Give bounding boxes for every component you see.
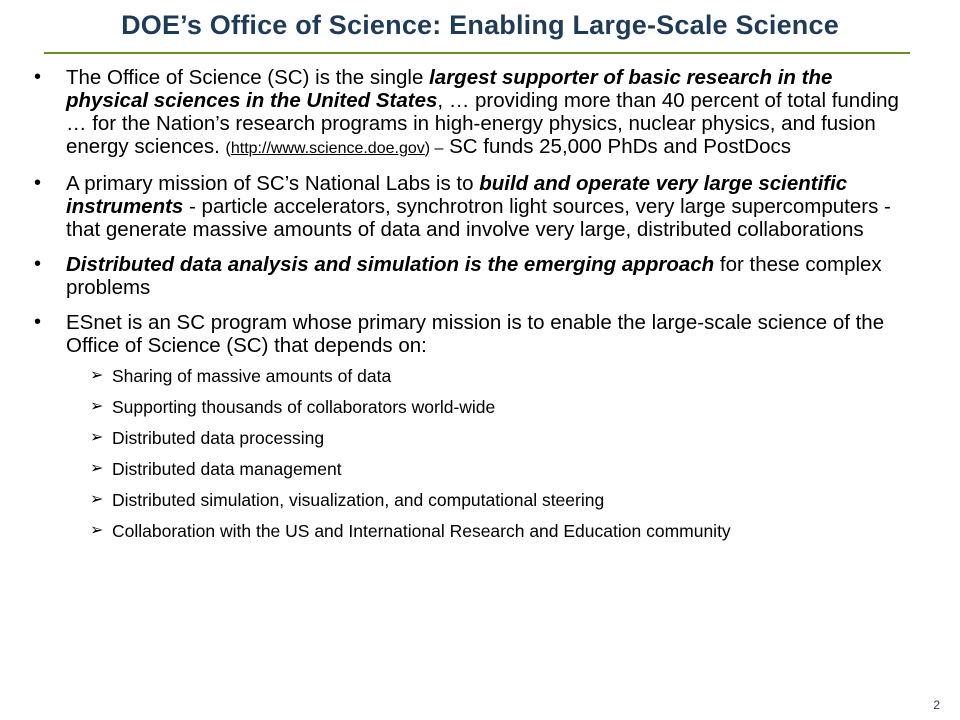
sub-item — [66, 427, 914, 449]
slide-body — [34, 66, 914, 554]
bullet-1 — [34, 66, 914, 160]
bullet-1-emphasis: largest supporter of basic research in the physical sciences in the United States — [66, 66, 833, 112]
arrow-bullet-icon: ➢ — [90, 429, 104, 446]
page-number: 2 — [933, 698, 940, 712]
sub-item — [66, 520, 914, 542]
bullet-dot: • — [34, 311, 42, 333]
bullet-3 — [34, 253, 914, 299]
arrow-bullet-icon: ➢ — [90, 522, 104, 539]
sub-item — [66, 396, 914, 418]
bullet-1-paren-open: ( — [225, 140, 231, 157]
bullet-3-emphasis: Distributed data analysis and simulation is the emerging approach — [66, 253, 715, 276]
arrow-bullet-icon: ➢ — [90, 491, 104, 508]
sub-list — [66, 365, 914, 542]
sub-item-label: Sharing of massive amounts of data — [112, 366, 392, 386]
bullet-4 — [34, 311, 914, 542]
bullet-4-text: ESnet is an SC program whose primary mission is to enable the large-scale science of the Office of Science (SC) that depends on: — [66, 311, 885, 357]
bullet-1-text-2: , … providing more than 40 percent of total funding … for the Nation’s research programs in high-energy physics, nuclear physics, and fusion energy sciences. — [66, 89, 899, 158]
bullet-1-paren-close: ) – — [424, 140, 444, 157]
bullet-2-emphasis: build and operate very large scientific instruments — [66, 172, 848, 218]
arrow-bullet-icon: ➢ — [90, 367, 104, 384]
bullet-dot: • — [34, 66, 42, 88]
bullet-dot: • — [34, 172, 42, 194]
sub-item-label: Collaboration with the US and International Research and Education community — [112, 521, 731, 541]
bullet-3-text: for these complex problems — [66, 253, 882, 299]
bullet-2-text-2: - particle accelerators, synchrotron light sources, very large supercomputers - that generate massive amounts of data and involve very large, distributed collaborations — [66, 195, 891, 241]
sub-item-label: Supporting thousands of collaborators world-wide — [112, 397, 496, 417]
sub-item — [66, 458, 914, 480]
arrow-bullet-icon: ➢ — [90, 398, 104, 415]
sub-item-label: Distributed data processing — [112, 428, 325, 448]
bullet-1-text: The Office of Science (SC) is the single — [66, 66, 430, 89]
bullet-dot: • — [34, 253, 42, 275]
bullet-1-text-3: SC funds 25,000 PhDs and PostDocs — [443, 135, 791, 158]
doe-science-link[interactable]: http://www.science.doe.gov — [230, 140, 425, 157]
bullet-2-text: A primary mission of SC’s National Labs is to — [66, 172, 480, 195]
bullet-2 — [34, 172, 914, 241]
sub-item-label: Distributed data management — [112, 459, 342, 479]
slide-title: DOE’s Office of Science: Enabling Large-Scale Science — [121, 10, 839, 40]
arrow-bullet-icon: ➢ — [90, 460, 104, 477]
title-divider — [44, 52, 910, 54]
sub-item — [66, 489, 914, 511]
sub-item-label: Distributed simulation, visualization, and computational steering — [112, 490, 605, 510]
sub-item — [66, 365, 914, 387]
